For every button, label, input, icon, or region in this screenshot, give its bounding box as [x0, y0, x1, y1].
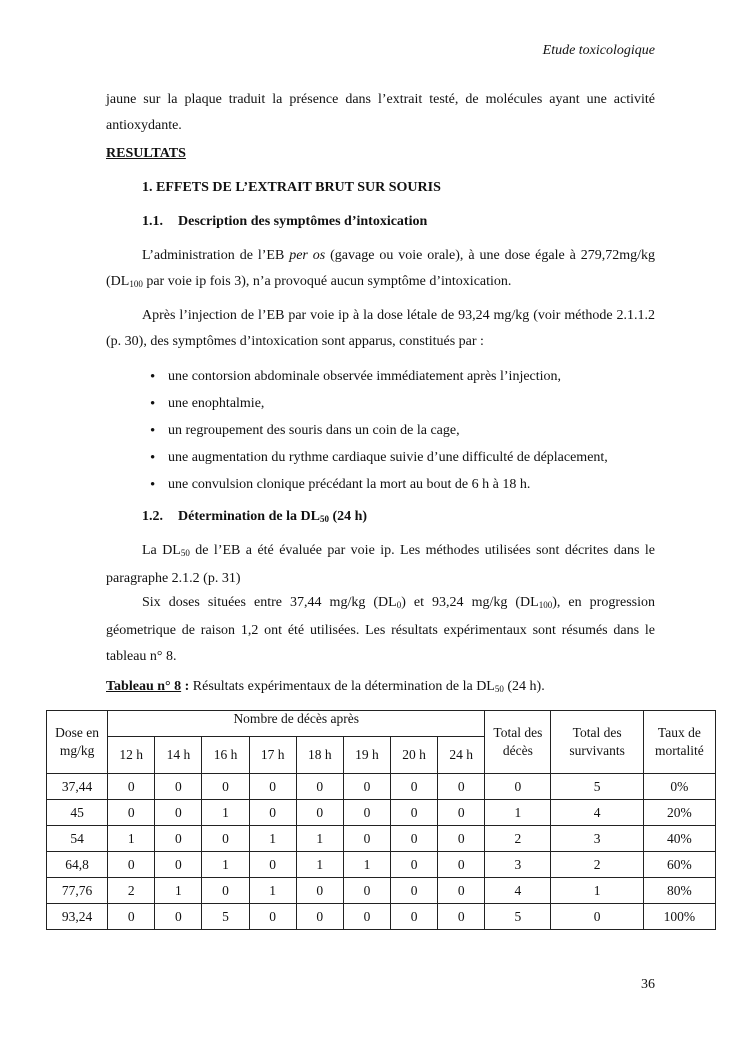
death-count-cell: 0: [108, 852, 155, 878]
death-count-cell: 0: [391, 904, 438, 930]
dose-cell: 54: [47, 826, 108, 852]
hour-header: 20 h: [391, 737, 438, 774]
list-item: • une augmentation du rythme cardiaque suivie d’une difficulté de déplacement,: [150, 447, 660, 474]
total-deaths-cell: 0: [485, 774, 551, 800]
p4-text-a: Six doses situées entre 37,44 mg/kg (DL: [142, 595, 397, 610]
section-1-2-number: 1.2.: [142, 509, 163, 524]
p3-subscript: 50: [180, 548, 190, 558]
death-count-cell: 0: [108, 774, 155, 800]
page-number: 36: [641, 977, 655, 992]
dose-cell: 45: [47, 800, 108, 826]
death-count-cell: 0: [249, 774, 296, 800]
death-count-cell: 2: [108, 878, 155, 904]
death-count-cell: 0: [202, 826, 249, 852]
list-item: • un regroupement des souris dans un coin de la cage,: [150, 420, 660, 447]
death-count-cell: 0: [343, 826, 390, 852]
hour-header: 16 h: [202, 737, 249, 774]
death-count-cell: 0: [343, 800, 390, 826]
running-header: Etude toxicologique: [542, 43, 655, 58]
caption-subscript: 50: [494, 684, 504, 694]
hour-header: 12 h: [108, 737, 155, 774]
hour-header: 14 h: [155, 737, 202, 774]
death-count-cell: 0: [249, 904, 296, 930]
table-row: [47, 774, 716, 800]
death-count-cell: 0: [343, 878, 390, 904]
death-count-cell: 0: [391, 774, 438, 800]
table-row: [47, 826, 716, 852]
paragraph-dl50: [106, 538, 655, 592]
death-count-cell: 1: [108, 826, 155, 852]
death-count-cell: 1: [249, 878, 296, 904]
caption-colon: :: [181, 679, 190, 694]
death-count-cell: 0: [296, 800, 343, 826]
death-count-cell: 5: [202, 904, 249, 930]
header-mortality: Taux de mortalité: [643, 711, 715, 774]
mortality-rate-cell: 20%: [643, 800, 715, 826]
header-deaths: Nombre de décès après: [108, 711, 485, 737]
death-count-cell: 0: [391, 800, 438, 826]
p1-text-c: par voie ip fois 3), n’a provoqué aucun symptôme d’intoxication.: [142, 274, 512, 289]
death-count-cell: 0: [108, 904, 155, 930]
section-1-2-heading: [142, 509, 367, 525]
table-caption: [106, 679, 545, 695]
table-header-row: [47, 711, 716, 737]
caption-label: Tableau n° 8: [106, 679, 182, 694]
table-row: [47, 878, 716, 904]
death-count-cell: 0: [296, 774, 343, 800]
death-count-cell: 0: [155, 826, 202, 852]
section-1-1-heading: [142, 214, 427, 230]
survivors-cell: 2: [551, 852, 643, 878]
symptom-list: [150, 366, 660, 501]
results-heading: RESULTATS: [106, 146, 186, 161]
list-item: • une convulsion clonique précédant la mort au bout de 6 h à 18 h.: [150, 474, 660, 501]
hour-header: 24 h: [438, 737, 485, 774]
death-count-cell: 0: [155, 774, 202, 800]
list-item: • une enophtalmie,: [150, 393, 660, 420]
death-count-cell: 0: [249, 800, 296, 826]
death-count-cell: 1: [202, 800, 249, 826]
paragraph-administration: [106, 243, 655, 297]
caption-text-b: (24 h).: [503, 679, 545, 694]
mortality-rate-cell: 0%: [643, 774, 715, 800]
dose-cell: 93,24: [47, 904, 108, 930]
survivors-cell: 1: [551, 878, 643, 904]
death-count-cell: 0: [438, 878, 485, 904]
death-count-cell: 0: [249, 852, 296, 878]
section-1-heading: 1. EFFETS DE L’EXTRAIT BRUT SUR SOURIS: [142, 180, 441, 195]
p1-per-os: per os: [289, 248, 326, 263]
death-count-cell: 0: [155, 800, 202, 826]
total-deaths-cell: 5: [485, 904, 551, 930]
hour-header: 19 h: [343, 737, 390, 774]
p3-text-a: La DL: [142, 543, 181, 558]
death-count-cell: 0: [391, 826, 438, 852]
p4-subscript-1: 0: [396, 600, 402, 610]
death-count-cell: 1: [155, 878, 202, 904]
death-count-cell: 0: [155, 852, 202, 878]
survivors-cell: 3: [551, 826, 643, 852]
table-row: [47, 904, 716, 930]
dose-cell: 77,76: [47, 878, 108, 904]
death-count-cell: 0: [438, 904, 485, 930]
mortality-rate-cell: 60%: [643, 852, 715, 878]
total-deaths-cell: 2: [485, 826, 551, 852]
death-count-cell: 0: [202, 878, 249, 904]
death-count-cell: 0: [391, 852, 438, 878]
death-count-cell: 0: [202, 774, 249, 800]
dose-cell: 64,8: [47, 852, 108, 878]
header-survivors: Total des survivants: [551, 711, 643, 774]
death-count-cell: 1: [343, 852, 390, 878]
death-count-cell: 0: [391, 878, 438, 904]
death-count-cell: 1: [202, 852, 249, 878]
survivors-cell: 0: [551, 904, 643, 930]
death-count-cell: 0: [438, 774, 485, 800]
table-body: [47, 774, 716, 930]
section-1-1-number: 1.1.: [142, 214, 163, 229]
header-total-deaths: Total des décès: [485, 711, 551, 774]
total-deaths-cell: 4: [485, 878, 551, 904]
hour-header: 17 h: [249, 737, 296, 774]
p4-subscript-2: 100: [538, 600, 553, 610]
header-dose: Dose en mg/kg: [47, 711, 108, 774]
death-count-cell: 1: [296, 826, 343, 852]
total-deaths-cell: 3: [485, 852, 551, 878]
total-deaths-cell: 1: [485, 800, 551, 826]
section-1-2-title-b: (24 h): [328, 509, 368, 524]
paragraph-six-doses: [106, 590, 655, 670]
survivors-cell: 5: [551, 774, 643, 800]
death-count-cell: 1: [249, 826, 296, 852]
list-item: • une contorsion abdominale observée immédiatement après l’injection,: [150, 366, 660, 393]
section-1-1-title: Description des symptômes d’intoxication: [178, 214, 428, 229]
death-count-cell: 0: [438, 826, 485, 852]
death-count-cell: 0: [343, 774, 390, 800]
section-1-2-title-a: Détermination de la DL: [178, 509, 320, 524]
death-count-cell: 0: [343, 904, 390, 930]
p3-text-b: de l’EB a été évaluée par voie ip. Les méthodes utilisées sont décrites dans le paragraphe 2.1.2 (p. 31): [106, 543, 655, 586]
p1-text-a: L’administration de l’EB: [142, 248, 290, 263]
paragraph-injection: Après l’injection de l’EB par voie ip à la dose létale de 93,24 mg/kg (voir méthode 2.1.1.2 (p. 30), des symptômes d’intoxication sont apparus, constitués par :: [106, 308, 655, 349]
p1-subscript: 100: [129, 279, 143, 289]
death-count-cell: 0: [296, 904, 343, 930]
mortality-rate-cell: 40%: [643, 826, 715, 852]
death-count-cell: 0: [155, 904, 202, 930]
death-count-cell: 0: [108, 800, 155, 826]
p4-text-b: ) et 93,24 mg/kg (DL: [401, 595, 539, 610]
death-count-cell: 0: [438, 800, 485, 826]
death-count-cell: 0: [438, 852, 485, 878]
results-table: [46, 710, 716, 930]
mortality-rate-cell: 100%: [643, 904, 715, 930]
dose-cell: 37,44: [47, 774, 108, 800]
table-row: [47, 852, 716, 878]
table-row: [47, 800, 716, 826]
survivors-cell: 4: [551, 800, 643, 826]
death-count-cell: 0: [296, 878, 343, 904]
section-1-2-subscript: 50: [319, 514, 329, 524]
caption-text-a: Résultats expérimentaux de la détermination de la DL: [189, 679, 495, 694]
death-count-cell: 1: [296, 852, 343, 878]
p4-text-c: ), en progression géometrique de raison 1,2 ont été utilisées. Les résultats expérimentaux sont résumés dans le tableau n° 8.: [106, 595, 655, 664]
mortality-rate-cell: 80%: [643, 878, 715, 904]
p1-text-b: (gavage ou voie orale), à une dose égale à 279,72mg/kg (DL: [106, 248, 655, 289]
intro-paragraph: jaune sur la plaque traduit la présence dans l’extrait testé, de molécules ayant une activité antioxydante.: [106, 92, 655, 133]
hour-header: 18 h: [296, 737, 343, 774]
